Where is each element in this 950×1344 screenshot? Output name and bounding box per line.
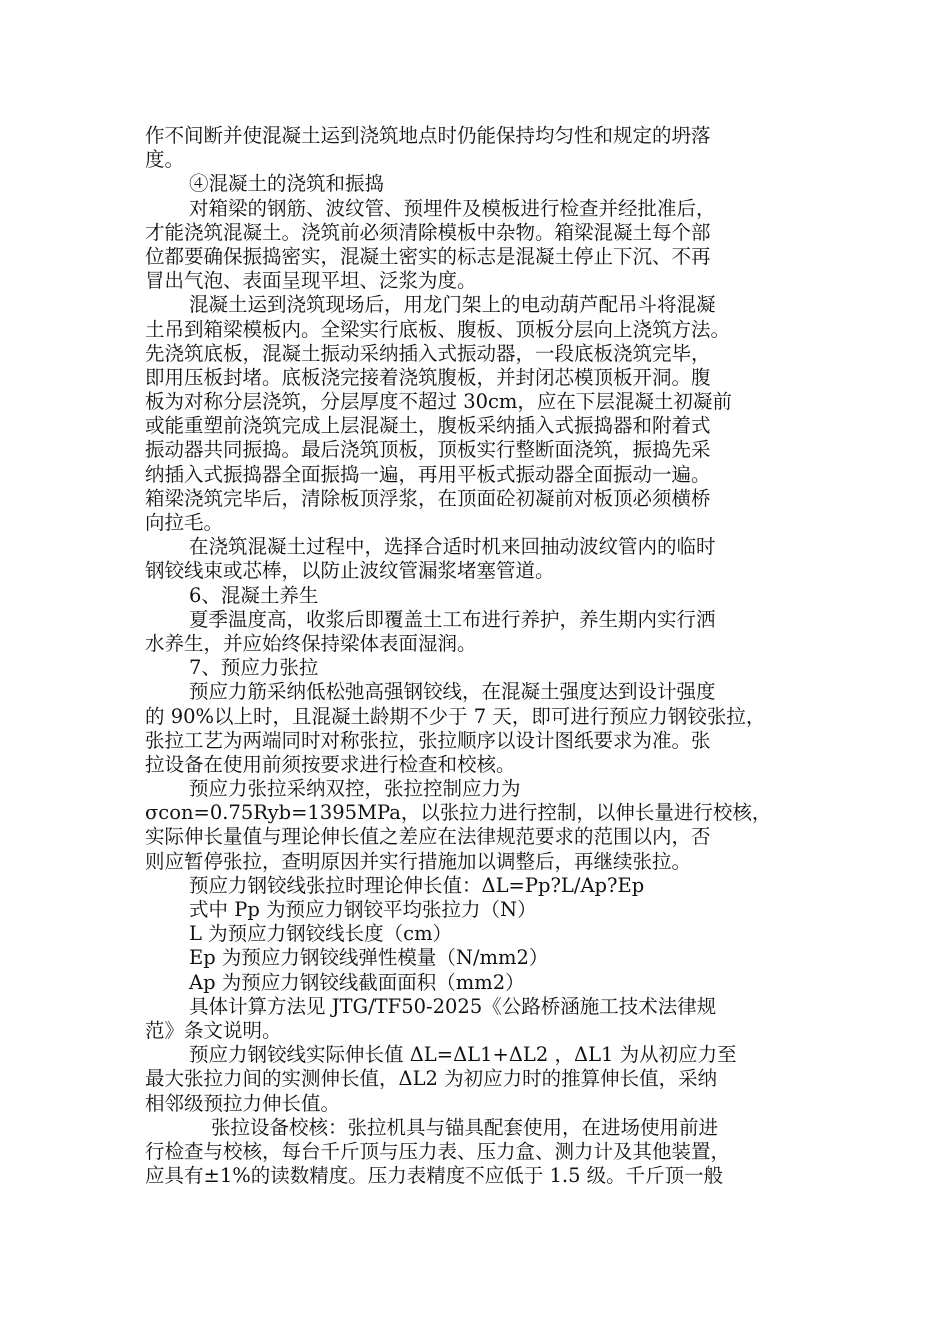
definition-line: 式中 Pp 为预应力钢铰平均张拉力（N） (189, 898, 537, 921)
text-line: 夏季温度高，收浆后即覆盖土工布进行养护，养生期内实行洒 (189, 607, 716, 631)
text-line: 行检查与校核，每台千斤顶与压力表、压力盒、测力计及其他装置， (145, 1139, 731, 1163)
text-line: 在浇筑混凝土过程中，选择合适时机来回抽动波纹管内的临时 (189, 535, 716, 559)
text-line: 先浇筑底板，混凝土振动采纳插入式振动器，一段底板浇筑完毕， (145, 341, 711, 365)
text-line: 或能重塑前浇筑完成上层混凝土，腹板采纳插入式振捣器和附着式 (145, 414, 711, 438)
text-line: σcon=0.75Ryb=1395MPa，以张拉力进行控制，以伸长量进行校核， (145, 801, 772, 825)
text-line: 才能浇筑混凝土。浇筑前必须清除模板中杂物。箱梁混凝土每个部 (145, 220, 711, 244)
document-page (145, 124, 805, 1188)
text-line: 纳插入式振捣器全面振捣一遍，再用平板式振动器全面振动一遍。 (145, 462, 711, 486)
text-line: 的 90%以上时，且混凝土龄期不少于 7 天，即可进行预应力钢铰张拉， (145, 704, 766, 728)
text-line: 土吊到箱梁模板内。全梁实行底板、腹板、顶板分层向上浇筑方法。 (145, 317, 731, 341)
text-line: 最大张拉力间的实测伸长值，ΔL2 为初应力时的推算伸长值，采纳 (145, 1067, 718, 1091)
text-line: 箱梁浇筑完毕后，清除板顶浮浆，在顶面砼初凝前对板顶必须横桥 (145, 486, 711, 510)
text-line: 度。 (145, 148, 185, 172)
text-line: 相邻级预拉力伸长值。 (145, 1091, 341, 1115)
definition-line: Ep 为预应力钢铰线弹性模量（N/mm2） (189, 946, 549, 970)
definition-line: L 为预应力钢铰线长度（cm） (189, 922, 453, 946)
text-line: 张拉工艺为两端同时对称张拉，张拉顺序以设计图纸要求为准。张 (145, 728, 711, 752)
text-line: 作不间断并使混凝土运到浇筑地点时仍能保持均匀性和规定的坍落 (145, 124, 711, 147)
text-line: 位都要确保振捣密实，混凝土密实的标志是混凝土停止下沉、不再 (145, 244, 711, 268)
text-line: 实际伸长量值与理论伸长值之差应在法律规范要求的范围以内，否 (145, 825, 711, 849)
text-line: 张拉设备校核：张拉机具与锚具配套使用，在进场使用前进 (211, 1115, 719, 1139)
section-heading: ④混凝土的浇筑和振捣 (189, 172, 385, 196)
section-heading: 6、混凝土养生 (189, 583, 319, 607)
text-line: 则应暂停张拉，查明原因并实行措施加以调整后，再继续张拉。 (145, 849, 692, 873)
text-line: 向拉毛。 (145, 511, 224, 534)
text-line: 对箱梁的钢筋、波纹管、预埋件及模板进行检查并经批准后， (189, 196, 716, 220)
text-line: 冒出气泡、表面呈现平坦、泛浆为度。 (145, 269, 477, 293)
text-line: 拉设备在使用前须按要求进行检查和校核。 (145, 752, 516, 776)
text-line: 预应力筋采纳低松弛高强钢铰线，在混凝土强度达到设计强度 (189, 680, 716, 704)
text-line: 即用压板封堵。底板浇完接着浇筑腹板，并封闭芯模顶板开洞。腹 (145, 365, 711, 389)
formula-line: 预应力钢铰线张拉时理论伸长值：ΔL=Pp?L/Ap?Ep (189, 873, 645, 897)
text-line: 预应力张拉采纳双控，张拉控制应力为 (189, 777, 521, 801)
text-line: 板为对称分层浇筑，分层厚度不超过 30cm，应在下层混凝土初凝前 (145, 390, 732, 414)
section-heading: 7、预应力张拉 (189, 656, 319, 680)
text-line: 具体计算方法见 JTG/TF50-2025《公路桥涵施工技术法律规 (189, 994, 717, 1018)
definition-line: Ap 为预应力钢铰线截面面积（mm2） (189, 970, 525, 994)
text-line: 范》条文说明。 (145, 1018, 282, 1042)
text-line: 应具有±1%的读数精度。压力表精度不应低于 1.5 级。千斤顶一般 (145, 1164, 724, 1188)
text-line: 振动器共同振捣。最后浇筑顶板，顶板实行整断面浇筑，振捣先采 (145, 438, 711, 462)
text-line: 预应力钢铰线实际伸长值 ΔL=ΔL1+ΔL2 ，ΔL1 为从初应力至 (189, 1043, 737, 1067)
text-line: 水养生，并应始终保持梁体表面湿润。 (145, 631, 477, 655)
text-line: 混凝土运到浇筑现场后，用龙门架上的电动葫芦配吊斗将混凝 (189, 293, 716, 317)
text-line: 钢铰线束或芯棒，以防止波纹管漏浆堵塞管道。 (145, 559, 555, 583)
